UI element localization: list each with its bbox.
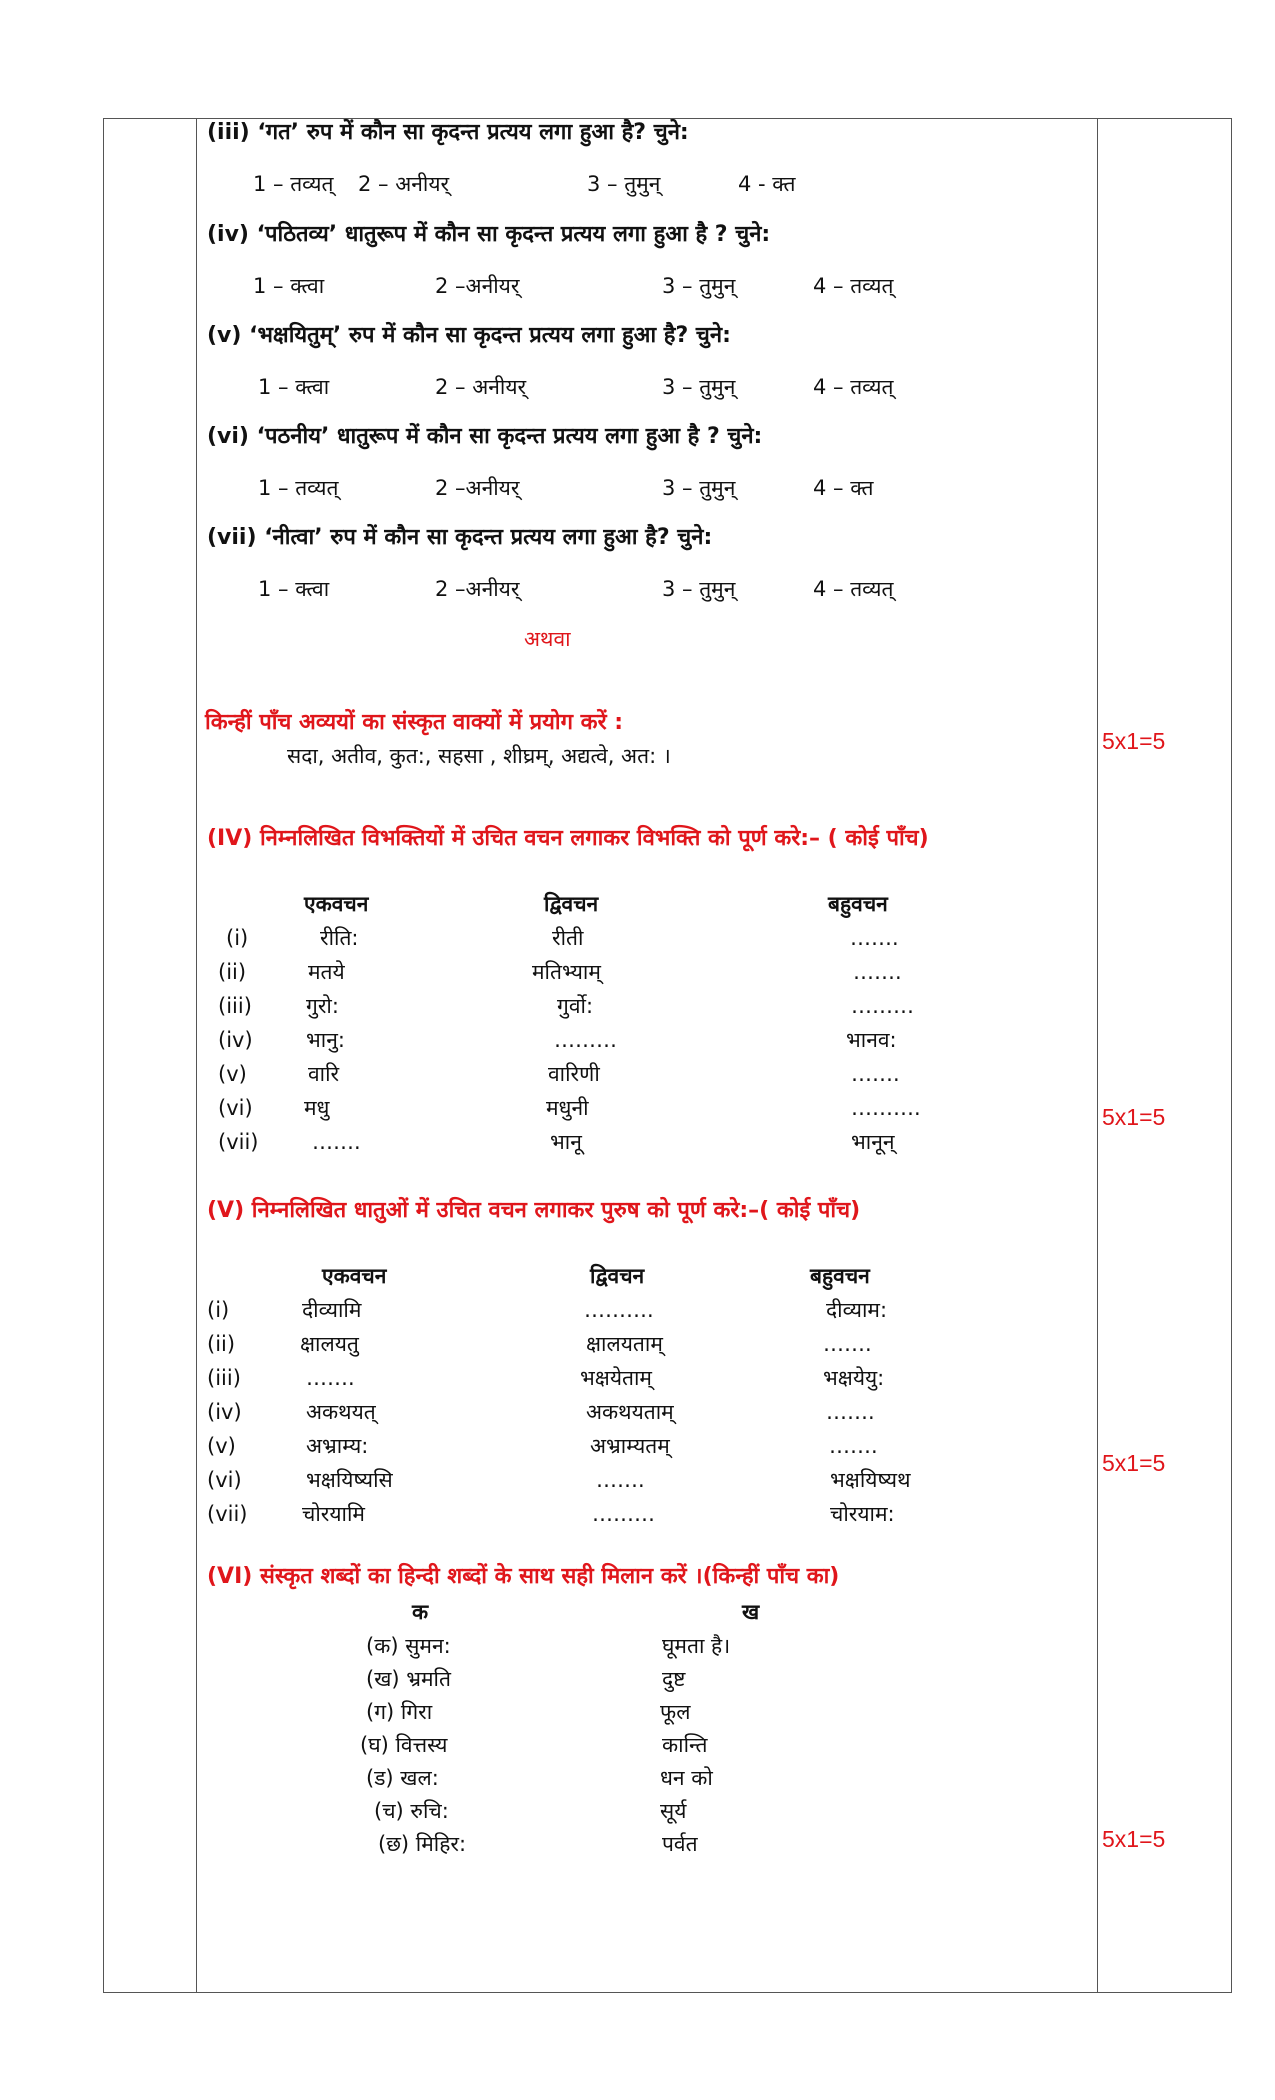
table-cell: भानून्: [851, 1130, 895, 1154]
table-cell: वारि: [308, 1062, 340, 1086]
table-cell: ………: [851, 994, 914, 1018]
row-number: (i): [207, 1298, 230, 1322]
question-iii: (iii) ‘गत’ रुप में कौन सा कृदन्त प्रत्यय लगा हुआ है? चुने:: [207, 120, 689, 145]
table-cell: रीति:: [320, 926, 359, 950]
row-number: (iv): [218, 1028, 253, 1052]
option: 4 – तव्यत्: [813, 375, 894, 399]
table-cell: भक्षयिष्यथ: [830, 1468, 911, 1492]
table-cell: …….: [823, 1332, 872, 1356]
question-v: (v) ‘भक्षयितुम्’ रुप में कौन सा कृदन्त प्रत्यय लगा हुआ है? चुने:: [207, 323, 731, 348]
row-number: (vii): [207, 1502, 248, 1526]
option: 2 –अनीयर्: [435, 476, 520, 500]
table-cell: भानू: [550, 1130, 582, 1154]
header-dvivachan: द्विवचन: [544, 892, 599, 916]
table-cell: …….: [306, 1366, 355, 1390]
header-dvivachan: द्विवचन: [590, 1264, 645, 1288]
table-cell: गुरो:: [306, 994, 339, 1018]
avyaya-instruction: किन्हीं पाँच अव्ययों का संस्कृत वाक्यों में प्रयोग करें :: [205, 710, 624, 735]
row-number: (vi): [218, 1096, 253, 1120]
match-right: कान्ति: [662, 1733, 708, 1757]
row-number: (vi): [207, 1468, 242, 1492]
table-cell: …….: [850, 926, 899, 950]
table-cell: गुर्वो:: [557, 994, 594, 1018]
header-ekvachan: एकवचन: [322, 1264, 387, 1288]
row-number: (vii): [218, 1130, 259, 1154]
option: 4 – तव्यत्: [813, 577, 894, 601]
option: 1 – क्त्वा: [258, 577, 330, 601]
question-vi: (vi) ‘पठनीय’ धातुरूप में कौन सा कृदन्त प्रत्यय लगा हुआ है ? चुने:: [207, 424, 763, 449]
question-iv: (iv) ‘पठितव्य’ धातुरूप में कौन सा कृदन्त प्रत्यय लगा हुआ है ? चुने:: [207, 222, 771, 247]
option: 4 – तव्यत्: [813, 274, 894, 298]
row-number: (iii): [218, 994, 252, 1018]
header-ekvachan: एकवचन: [304, 892, 369, 916]
table-cell: भक्षयेयु:: [823, 1366, 885, 1390]
match-left: (ड) खल:: [366, 1766, 439, 1790]
match-right: घूमता है।: [662, 1634, 731, 1658]
marks-label: 5x1=5: [1102, 1104, 1166, 1130]
row-number: (v): [207, 1434, 236, 1458]
header-bahuvachan: बहुवचन: [810, 1264, 870, 1288]
match-left: (छ) मिहिर:: [378, 1832, 467, 1856]
match-right: फूल: [660, 1700, 691, 1724]
column-divider-right: [1097, 118, 1098, 1993]
column-divider-left: [196, 118, 197, 1993]
table-cell: मतिभ्याम्: [532, 960, 601, 984]
match-right: दुष्ट: [662, 1667, 686, 1691]
table-cell: चोरयाम:: [830, 1502, 895, 1526]
header-ka: क: [412, 1600, 429, 1624]
match-right: सूर्य: [660, 1799, 687, 1823]
table-cell: भानव:: [846, 1028, 897, 1052]
table-cell: …….: [826, 1400, 875, 1424]
option: 3 – तुमुन्: [662, 476, 736, 500]
header-kha: ख: [742, 1600, 760, 1624]
table-cell: क्षालयतु: [300, 1332, 359, 1356]
row-number: (i): [226, 926, 249, 950]
table-cell: भक्षयिष्यसि: [306, 1468, 393, 1492]
table-cell: दीव्याम:: [826, 1298, 888, 1322]
table-cell: रीती: [552, 926, 584, 950]
match-right: धन को: [660, 1766, 713, 1790]
table-cell: मतये: [308, 960, 345, 984]
table-cell: वारिणी: [548, 1062, 600, 1086]
option: 1 – तव्यत्: [258, 476, 339, 500]
table-cell: …….: [851, 1062, 900, 1086]
option: 1 – तव्यत्: [253, 172, 334, 196]
table-cell: ……….: [584, 1298, 654, 1322]
row-number: (ii): [218, 960, 247, 984]
match-left: (घ) वित्तस्य: [360, 1733, 448, 1757]
question-vii: (vii) ‘नीत्वा’ रुप में कौन सा कृदन्त प्रत्यय लगा हुआ है? चुने:: [207, 525, 713, 550]
table-cell: भानु:: [306, 1028, 345, 1052]
table-cell: अकथयताम्: [586, 1400, 674, 1424]
table-cell: अकथयत्: [306, 1400, 376, 1424]
match-left: (ग) गिरा: [366, 1700, 433, 1724]
option: 2 – अनीयर्: [358, 172, 450, 196]
table-cell: दीव्यामि: [302, 1298, 362, 1322]
table-cell: भक्षयेताम्: [580, 1366, 652, 1390]
header-bahuvachan: बहुवचन: [828, 892, 888, 916]
table-cell: अभ्राम्यतम्: [590, 1434, 670, 1458]
table-cell: …….: [312, 1130, 361, 1154]
athva-label: अथवा: [524, 627, 571, 651]
option: 4 - क्त: [738, 172, 796, 196]
marks-label: 5x1=5: [1102, 1826, 1166, 1852]
option: 2 – अनीयर्: [435, 375, 527, 399]
table-cell: ………: [554, 1028, 617, 1052]
table-cell: ………: [592, 1502, 655, 1526]
option: 4 – क्त: [813, 476, 874, 500]
option: 1 – क्त्वा: [258, 375, 330, 399]
match-left: (क) सुमन:: [366, 1634, 451, 1658]
section-v-title: (V) निम्नलिखित धातुओं में उचित वचन लगाकर पुरुष को पूर्ण करे:–( कोई पाँच): [207, 1198, 861, 1223]
row-number: (v): [218, 1062, 247, 1086]
section-iv-title: (IV) निम्नलिखित विभक्तियों में उचित वचन लगाकर विभक्ति को पूर्ण करे:– ( कोई पाँच): [207, 826, 929, 851]
row-number: (iv): [207, 1400, 242, 1424]
marks-label: 5x1=5: [1102, 728, 1166, 754]
table-cell: मधुनी: [546, 1096, 589, 1120]
section-vi-title: (VI) संस्कृत शब्दों का हिन्दी शब्दों के साथ सही मिलान करें ।(किन्हीं पाँच का): [207, 1564, 840, 1589]
row-number: (iii): [207, 1366, 241, 1390]
table-cell: अभ्राम्य:: [306, 1434, 369, 1458]
table-cell: क्षालयताम्: [586, 1332, 663, 1356]
match-left: (च) रुचि:: [374, 1799, 449, 1823]
table-cell: चोरयामि: [302, 1502, 365, 1526]
row-number: (ii): [207, 1332, 236, 1356]
table-cell: …….: [853, 960, 902, 984]
option: 3 – तुमुन्: [662, 375, 736, 399]
option: 2 –अनीयर्: [435, 577, 520, 601]
option: 2 –अनीयर्: [435, 274, 520, 298]
avyaya-words: सदा, अतीव, कुत:, सहसा , शीघ्रम्, अद्यत्वे, अत: ।: [287, 744, 671, 768]
option: 3 – तुमुन्: [587, 172, 661, 196]
match-right: पर्वत: [662, 1832, 698, 1856]
marks-label: 5x1=5: [1102, 1450, 1166, 1476]
option: 1 – क्त्वा: [253, 274, 325, 298]
match-left: (ख) भ्रमति: [366, 1667, 451, 1691]
table-cell: …….: [829, 1434, 878, 1458]
table-cell: मधु: [304, 1096, 330, 1120]
table-cell: ……….: [851, 1096, 921, 1120]
option: 3 – तुमुन्: [662, 274, 736, 298]
table-cell: …….: [596, 1468, 645, 1492]
option: 3 – तुमुन्: [662, 577, 736, 601]
